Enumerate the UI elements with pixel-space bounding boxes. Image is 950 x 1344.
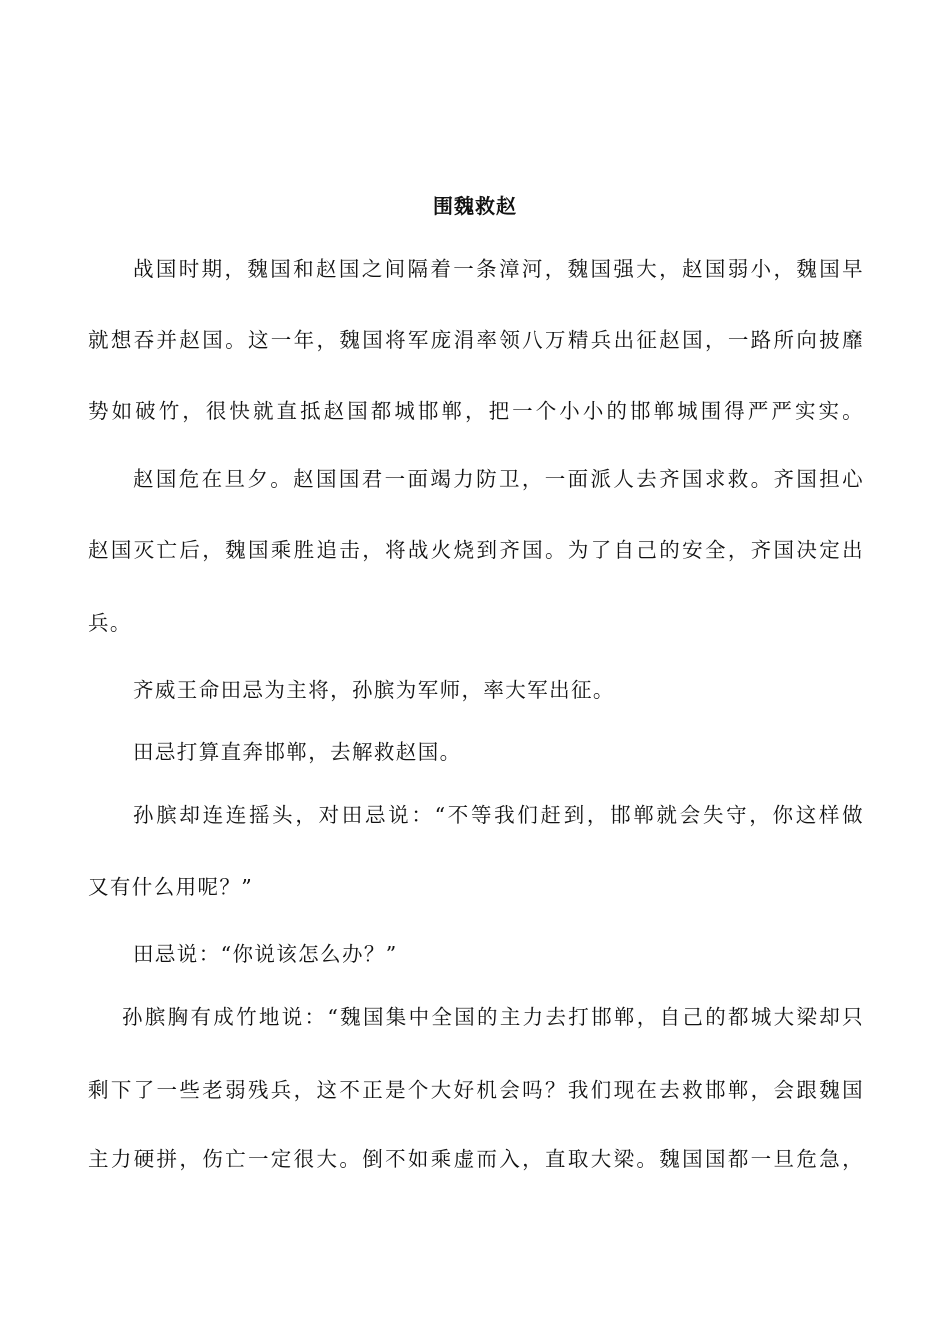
text-line: 主力硬拼，伤亡一定很大。倒不如乘虚而入，直取大梁。魏国国都一旦危急， bbox=[88, 1147, 864, 1171]
text-line: 兵。 bbox=[88, 611, 132, 635]
text-line: 又有什么用呢？” bbox=[88, 875, 254, 899]
text-line: 就想吞并赵国。这一年，魏国将军庞涓率领八万精兵出征赵国，一路所向披靡 bbox=[88, 328, 864, 352]
text-line: 战国时期，魏国和赵国之间隔着一条漳河，魏国强大，赵国弱小，魏国早 bbox=[133, 257, 864, 281]
text-line: 孙膑却连连摇头，对田忌说：“不等我们赶到，邯郸就会失守，你这样做 bbox=[133, 803, 864, 827]
page-title: 围魏救赵 bbox=[433, 194, 517, 218]
text-line: 田忌说：“你说该怎么办？” bbox=[133, 942, 398, 966]
text-line: 赵国危在旦夕。赵国国君一面竭力防卫，一面派人去齐国求救。齐国担心 bbox=[133, 467, 864, 491]
text-line: 赵国灭亡后，魏国乘胜追击，将战火烧到齐国。为了自己的安全，齐国决定出 bbox=[88, 538, 864, 562]
text-line: 齐威王命田忌为主将，孙膑为军师，率大军出征。 bbox=[133, 678, 615, 702]
text-line: 田忌打算直奔邯郸，去解救赵国。 bbox=[133, 740, 462, 764]
text-line: 孙膑胸有成竹地说：“魏国集中全国的主力去打邯郸，自己的都城大梁却只 bbox=[122, 1005, 864, 1029]
text-line: 势如破竹，很快就直抵赵国都城邯郸，把一个小小的邯郸城围得严严实实。 bbox=[88, 399, 864, 423]
text-line: 剩下了一些老弱残兵，这不正是个大好机会吗？我们现在去救邯郸，会跟魏国 bbox=[88, 1078, 864, 1102]
